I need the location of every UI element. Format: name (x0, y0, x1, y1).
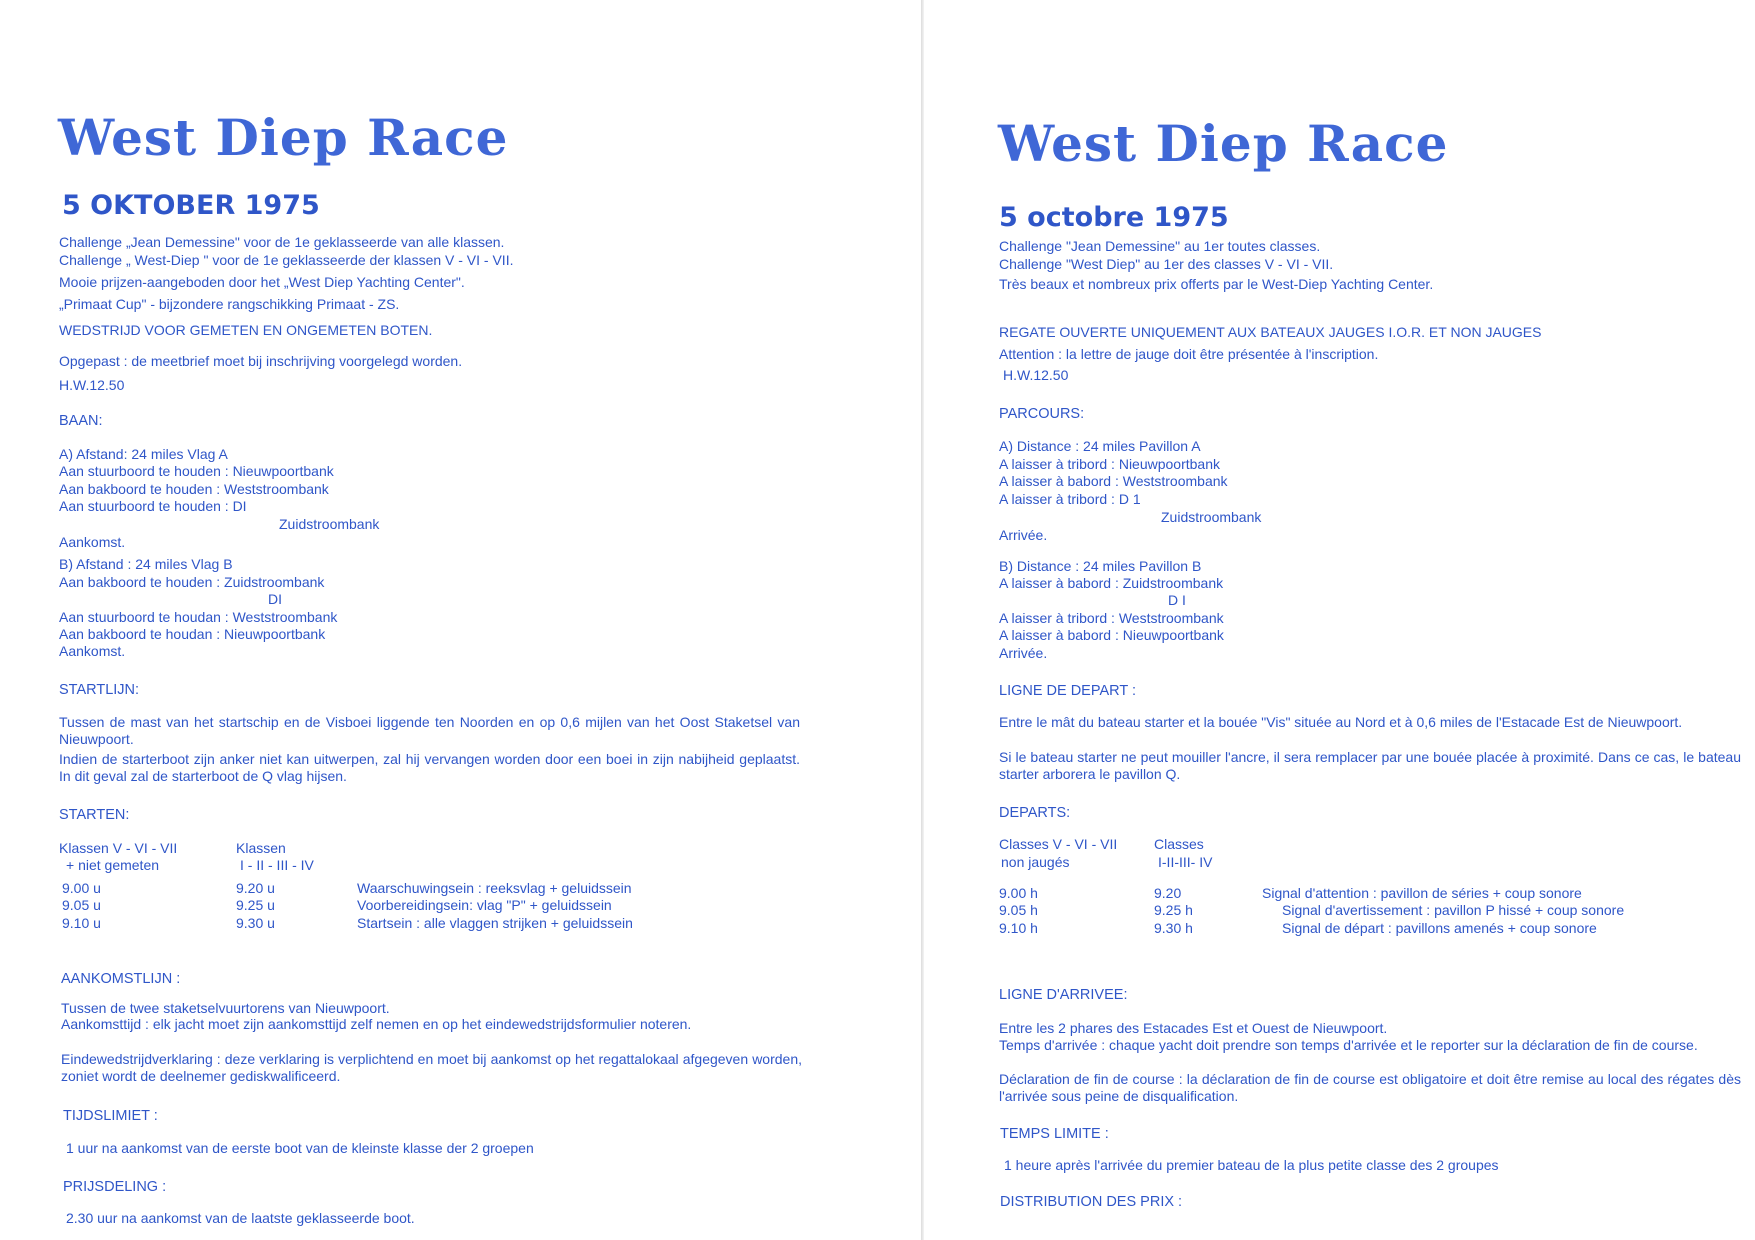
paragraph: Aankomsttijd : elk jacht moet zijn aankomsttijd zelf nemen en op het eindewedstrijdsformulier noteren. (61, 1016, 692, 1032)
page-title: West Diep Race (58, 108, 509, 167)
course-line: Aankomst. (59, 534, 126, 550)
paragraph: 1 heure après l'arrivée du premier bateau de la plus petite classe des 2 groupes (1004, 1157, 1499, 1173)
table-cell: Signal d'attention : pavillon de séries + coup sonore (1262, 885, 1582, 901)
table-cell: 9.10 h (999, 920, 1038, 936)
section-heading: STARTLIJN: (59, 682, 140, 698)
table-cell: 9.05 h (999, 902, 1038, 918)
attention-note: Attention : la lettre de jauge doit être présentée à l'inscription. (999, 346, 1379, 362)
table-cell: 9.25 h (1154, 902, 1193, 918)
course-line: A laisser à babord : Zuidstroombank (999, 575, 1224, 591)
table-cell: 9.00 h (999, 885, 1038, 901)
table-cell: Voorbereidingsein: vlag "P" + geluidssein (357, 897, 612, 913)
table-cell: 9.30 u (236, 915, 275, 931)
high-water: H.W.12.50 (59, 377, 125, 393)
intro-line: Challenge „ West-Diep " voor de 1e geklasseerde der klassen V - VI - VII. (59, 252, 514, 268)
table-header: non jaugés (1001, 854, 1070, 870)
paragraph: Déclaration de fin de course : la déclaration de fin de course est obligatoire et doit être remise au local des régates dès l'arrivée sous peine de disqualification. (999, 1071, 1741, 1104)
section-heading: TEMPS LIMITE : (1000, 1126, 1109, 1142)
paragraph: Temps d'arrivée : chaque yacht doit prendre son temps d'arrivée et le reporter sur la déclaration de fin de course. (999, 1037, 1698, 1053)
section-heading: DEPARTS: (999, 805, 1071, 821)
class-note: REGATE OUVERTE UNIQUEMENT AUX BATEAUX JAUGES I.O.R. ET NON JAUGES (999, 324, 1542, 340)
table-header: Classes (1154, 836, 1204, 852)
section-heading: LIGNE DE DEPART : (999, 683, 1136, 699)
table-header: I-II-III- IV (1158, 854, 1213, 870)
course-line: DI (268, 591, 282, 607)
table-cell: 9.25 u (236, 897, 275, 913)
course-line: Arrivée. (999, 645, 1048, 661)
paragraph: Indien de starterboot zijn anker niet kan uitwerpen, zal hij vervangen worden door een boei in zijn nabijheid geplaatst. In dit geval zal de starterboot de Q vlag hijsen. (59, 751, 800, 784)
table-header: + niet gemeten (66, 857, 160, 873)
table-header: Classes V - VI - VII (999, 836, 1118, 852)
course-line: Aan stuurboord te houdan : Weststroombank (59, 609, 338, 625)
paragraph: Eindewedstrijdverklaring : deze verklaring is verplichtend en moet bij aankomst op het regattalokaal afgegeven worden, zoniet wordt de deelnemer gediskwalificeerd. (61, 1051, 802, 1084)
table-cell: Waarschuwingsein : reeksvlag + geluidssein (357, 880, 632, 896)
course-line: Zuidstroombank (279, 516, 380, 532)
intro-line: Challenge "West Diep" au 1er des classes V - VI - VII. (999, 256, 1334, 272)
course-line: B) Distance : 24 miles Pavillon B (999, 558, 1202, 574)
intro-line: Challenge „Jean Demessine" voor de 1e geklasseerde van alle klassen. (59, 234, 505, 250)
table-cell: Signal de départ : pavillons amenés + coup sonore (1282, 920, 1597, 936)
paragraph: Entre les 2 phares des Estacades Est et Ouest de Nieuwpoort. (999, 1020, 1388, 1036)
course-line: B) Afstand : 24 miles Vlag B (59, 556, 233, 572)
course-line: A laisser à tribord : D 1 (999, 491, 1141, 507)
paragraph: Tussen de mast van het startschip en de Visboei liggende ten Noorden en op 0,6 mijlen van het Oost Staketsel van Nieuwpoort. (59, 714, 800, 747)
section-heading: DISTRIBUTION DES PRIX : (1000, 1194, 1183, 1210)
table-header: Klassen V - VI - VII (59, 840, 178, 856)
paragraph: Si le bateau starter ne peut mouiller l'ancre, il sera remplacer par une bouée placée à proximité. Dans ce cas, le bateau starter arborera le pavillon Q. (999, 749, 1741, 782)
section-heading: PRIJSDELING : (63, 1179, 167, 1195)
table-cell: 9.30 h (1154, 920, 1193, 936)
course-line: Arrivée. (999, 527, 1048, 543)
page-title: West Diep Race (998, 114, 1449, 173)
intro-line: Mooie prijzen-aangeboden door het „West Diep Yachting Center". (59, 274, 465, 290)
table-cell: 9.00 u (62, 880, 101, 896)
section-heading: AANKOMSTLIJN : (61, 971, 181, 987)
race-date: 5 octobre 1975 (999, 202, 1229, 233)
course-line: A laisser à babord : Nieuwpoortbank (999, 627, 1224, 643)
course-line: Aan stuurboord te houden : DI (59, 498, 247, 514)
table-cell: 9.20 u (236, 880, 275, 896)
paragraph: 2.30 uur na aankomst van de laatste geklasseerde boot. (66, 1210, 415, 1226)
intro-line: Très beaux et nombreux prix offerts par le West-Diep Yachting Center. (999, 276, 1434, 292)
table-header: Klassen (236, 840, 286, 856)
course-line: A) Distance : 24 miles Pavillon A (999, 438, 1201, 454)
intro-line: „Primaat Cup" - bijzondere rangschikking Primaat - ZS. (59, 296, 400, 312)
section-heading: LIGNE D'ARRIVEE: (999, 987, 1128, 1003)
high-water: H.W.12.50 (1003, 367, 1069, 383)
section-heading: PARCOURS: (999, 406, 1085, 422)
course-line: A laisser à babord : Weststroombank (999, 473, 1228, 489)
paragraph: Tussen de twee staketselvuurtorens van Nieuwpoort. (61, 1000, 390, 1016)
table-header: I - II - III - IV (240, 857, 314, 873)
course-line: Zuidstroombank (1161, 509, 1262, 525)
attention-note: Opgepast : de meetbrief moet bij inschrijving voorgelegd worden. (59, 353, 463, 369)
table-cell: Startsein : alle vlaggen strijken + geluidssein (357, 915, 633, 931)
intro-line: Challenge "Jean Demessine" au 1er toutes classes. (999, 238, 1321, 254)
course-line: Aan stuurboord te houden : Nieuwpoortbank (59, 463, 334, 479)
section-heading: BAAN: (59, 413, 103, 429)
course-line: A) Afstand: 24 miles Vlag A (59, 446, 228, 462)
table-cell: 9.05 u (62, 897, 101, 913)
section-heading: TIJDSLIMIET : (63, 1108, 158, 1124)
course-line: D I (1168, 592, 1186, 608)
right-page (922, 0, 1755, 1240)
table-cell: Signal d'avertissement : pavillon P hissé + coup sonore (1282, 902, 1625, 918)
course-line: A laisser à tribord : Nieuwpoortbank (999, 456, 1220, 472)
course-line: Aankomst. (59, 643, 126, 659)
paragraph: Entre le mât du bateau starter et la bouée "Vis" située au Nord et à 0,6 miles de l'Estacade Est de Nieuwpoort. (999, 714, 1683, 730)
course-line: A laisser à tribord : Weststroombank (999, 610, 1224, 626)
section-heading: STARTEN: (59, 807, 130, 823)
course-line: Aan bakboord te houden : Weststroombank (59, 481, 329, 497)
table-cell: 9.20 (1154, 885, 1182, 901)
class-note: WEDSTRIJD VOOR GEMETEN EN ONGEMETEN BOTEN. (59, 322, 433, 338)
course-line: Aan bakboord te houdan : Nieuwpoortbank (59, 626, 326, 642)
table-cell: 9.10 u (62, 915, 101, 931)
race-date: 5 OKTOBER 1975 (62, 190, 320, 221)
paragraph: 1 uur na aankomst van de eerste boot van de kleinste klasse der 2 groepen (66, 1140, 534, 1156)
course-line: Aan bakboord te houden : Zuidstroombank (59, 574, 325, 590)
